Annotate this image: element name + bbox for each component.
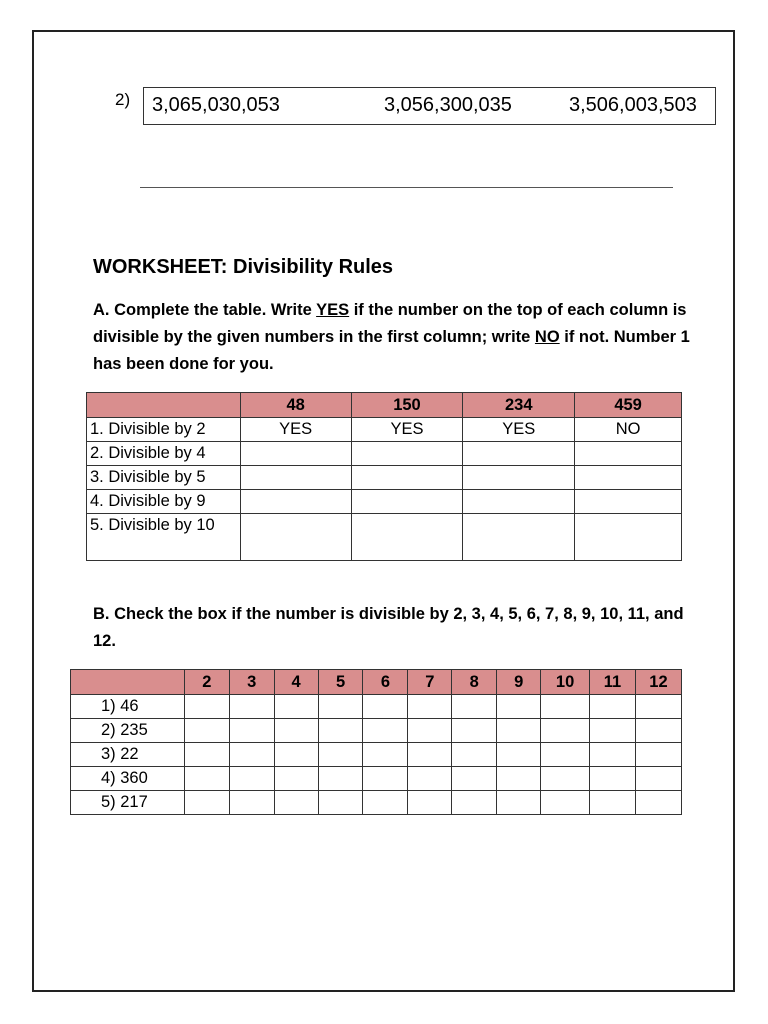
check-cell[interactable] [229, 695, 274, 719]
check-cell[interactable] [274, 719, 318, 743]
header-cell [71, 670, 185, 695]
check-cell[interactable] [590, 695, 636, 719]
header-cell: 9 [497, 670, 541, 695]
row-label: 5) 217 [71, 791, 185, 815]
header-cell: 7 [408, 670, 452, 695]
check-cell[interactable] [363, 767, 408, 791]
row-label: 4. Divisible by 9 [87, 490, 241, 514]
check-cell[interactable] [229, 743, 274, 767]
answer-cell[interactable] [240, 514, 351, 561]
worksheet-title: WORKSHEET: Divisibility Rules [93, 256, 394, 278]
answer-cell[interactable] [463, 466, 575, 490]
answer-line[interactable] [140, 187, 673, 188]
answer-cell[interactable] [351, 442, 463, 466]
answer-cell[interactable] [351, 490, 463, 514]
check-cell[interactable] [497, 743, 541, 767]
table-header-row [71, 670, 682, 695]
answer-cell[interactable] [351, 466, 463, 490]
check-cell[interactable] [541, 695, 590, 719]
row-label: 3) 22 [71, 743, 185, 767]
table-row [87, 514, 682, 561]
check-cell[interactable] [590, 791, 636, 815]
check-cell[interactable] [184, 743, 229, 767]
check-cell[interactable] [184, 719, 229, 743]
header-cell: 2 [184, 670, 229, 695]
answer-cell: NO [575, 418, 682, 442]
check-cell[interactable] [452, 743, 497, 767]
part-a-text: A. Complete the table. Write [93, 301, 317, 319]
check-cell[interactable] [363, 695, 408, 719]
answer-cell[interactable] [463, 442, 575, 466]
check-cell[interactable] [408, 695, 452, 719]
header-cell: 459 [575, 393, 682, 418]
row-label: 5. Divisible by 10 [87, 514, 241, 561]
table-row [87, 442, 682, 466]
answer-cell[interactable] [575, 490, 682, 514]
check-cell[interactable] [229, 719, 274, 743]
check-cell[interactable] [274, 695, 318, 719]
answer-cell[interactable] [240, 490, 351, 514]
check-cell[interactable] [184, 695, 229, 719]
part-a-text: if the number on the top of each column is divisible by the given numbers in the first column; write [93, 301, 687, 346]
row-label: 2) 235 [71, 719, 185, 743]
check-cell[interactable] [541, 743, 590, 767]
check-cell[interactable] [229, 767, 274, 791]
check-cell[interactable] [590, 743, 636, 767]
header-cell [87, 393, 241, 418]
table-row [87, 418, 682, 442]
check-box-table [70, 669, 682, 815]
table-row [71, 719, 682, 743]
answer-cell[interactable] [240, 442, 351, 466]
check-cell[interactable] [452, 791, 497, 815]
divisibility-table [86, 392, 682, 561]
answer-cell: YES [463, 418, 575, 442]
header-cell: 10 [541, 670, 590, 695]
table-row [71, 767, 682, 791]
check-cell[interactable] [363, 719, 408, 743]
header-cell: 3 [229, 670, 274, 695]
answer-cell[interactable] [351, 514, 463, 561]
header-cell: 48 [240, 393, 351, 418]
header-cell: 8 [452, 670, 497, 695]
part-a-text: if not. Number 1 has been done for you. [93, 328, 690, 373]
check-cell[interactable] [274, 767, 318, 791]
number-option: 3,506,003,503 [569, 94, 697, 116]
header-cell: 11 [590, 670, 636, 695]
answer-cell[interactable] [463, 490, 575, 514]
check-cell[interactable] [318, 743, 363, 767]
check-cell[interactable] [274, 743, 318, 767]
check-cell[interactable] [318, 695, 363, 719]
part-a-no: NO [534, 328, 560, 346]
table-row [87, 490, 682, 514]
header-cell: 234 [463, 393, 575, 418]
answer-cell[interactable] [575, 514, 682, 561]
check-cell[interactable] [635, 767, 681, 791]
check-cell[interactable] [318, 791, 363, 815]
check-cell[interactable] [363, 791, 408, 815]
check-cell[interactable] [452, 695, 497, 719]
header-cell: 150 [351, 393, 463, 418]
answer-cell[interactable] [463, 514, 575, 561]
row-label: 3. Divisible by 5 [87, 466, 241, 490]
answer-cell: YES [240, 418, 351, 442]
header-cell: 6 [363, 670, 408, 695]
check-cell[interactable] [318, 767, 363, 791]
check-cell[interactable] [229, 791, 274, 815]
check-cell[interactable] [363, 743, 408, 767]
check-cell[interactable] [408, 719, 452, 743]
row-label: 1. Divisible by 2 [87, 418, 241, 442]
check-cell[interactable] [635, 719, 681, 743]
answer-cell: YES [351, 418, 463, 442]
number-options-box [143, 87, 716, 125]
check-cell[interactable] [497, 767, 541, 791]
check-cell[interactable] [497, 791, 541, 815]
check-cell[interactable] [318, 719, 363, 743]
row-label: 4) 360 [71, 767, 185, 791]
row-label: 1) 46 [71, 695, 185, 719]
table-row [71, 791, 682, 815]
table-row [87, 466, 682, 490]
problem-label: 2) [115, 90, 131, 109]
check-cell[interactable] [452, 719, 497, 743]
answer-cell[interactable] [240, 466, 351, 490]
check-cell[interactable] [590, 719, 636, 743]
part-a-yes: YES [316, 301, 350, 319]
check-cell[interactable] [497, 719, 541, 743]
check-cell[interactable] [590, 767, 636, 791]
table-row [71, 743, 682, 767]
row-label: 2. Divisible by 4 [87, 442, 241, 466]
table-row [71, 695, 682, 719]
answer-cell[interactable] [575, 442, 682, 466]
check-cell[interactable] [274, 791, 318, 815]
number-option: 3,065,030,053 [152, 94, 280, 116]
number-option: 3,056,300,035 [384, 94, 512, 116]
check-cell[interactable] [408, 743, 452, 767]
check-cell[interactable] [541, 719, 590, 743]
header-cell: 12 [635, 670, 681, 695]
check-cell[interactable] [541, 767, 590, 791]
table-header-row [87, 393, 682, 418]
answer-cell[interactable] [575, 466, 682, 490]
check-cell[interactable] [635, 791, 681, 815]
check-cell[interactable] [184, 791, 229, 815]
check-cell[interactable] [635, 695, 681, 719]
header-cell: 4 [274, 670, 318, 695]
check-cell[interactable] [497, 695, 541, 719]
part-a-instruction [93, 297, 693, 378]
check-cell[interactable] [408, 791, 452, 815]
check-cell[interactable] [635, 743, 681, 767]
check-cell[interactable] [408, 767, 452, 791]
part-b-instruction: B. Check the box if the number is divisible by 2, 3, 4, 5, 6, 7, 8, 9, 10, 11, and 12. [93, 605, 684, 650]
check-cell[interactable] [452, 767, 497, 791]
header-cell: 5 [318, 670, 363, 695]
check-cell[interactable] [541, 791, 590, 815]
check-cell[interactable] [184, 767, 229, 791]
